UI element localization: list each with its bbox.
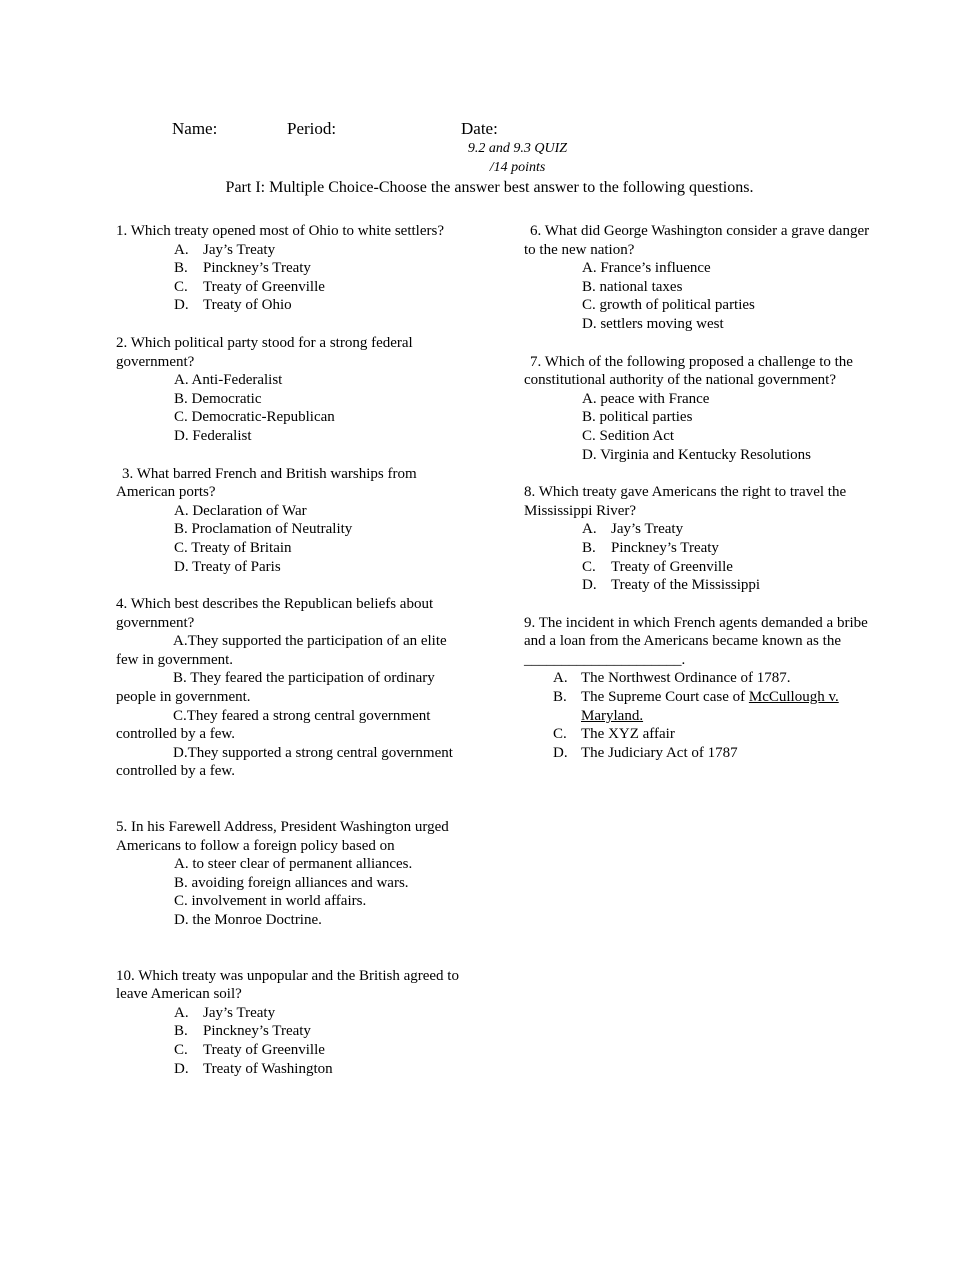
- name-label: Name:: [172, 119, 218, 138]
- option-label: A.: [553, 670, 568, 687]
- option-label: A.: [174, 502, 189, 519]
- option-a: [174, 855, 468, 874]
- option-text: Proclamation of Neutrality: [191, 521, 353, 538]
- option-d: [174, 1060, 468, 1079]
- option-label: C.: [174, 409, 188, 426]
- option-label: A.: [174, 372, 189, 389]
- option-text: Treaty of Greenville: [203, 278, 325, 295]
- options: [116, 855, 468, 929]
- right-column: [524, 222, 874, 1097]
- option-text: Anti-Federalist: [191, 372, 283, 389]
- option-text: Jay’s Treaty: [203, 241, 276, 258]
- quiz-title: 9.2 and 9.3 QUIZ: [467, 141, 568, 156]
- question-9: [524, 614, 874, 763]
- part-heading: Part I: Multiple Choice-Choose the answer best answer to the following questions.: [225, 179, 754, 196]
- option-b: [174, 259, 468, 278]
- points-line: /14 points: [489, 160, 546, 175]
- option-label: D.: [553, 744, 568, 761]
- option-b: [582, 278, 874, 297]
- header-row: [0, 118, 979, 139]
- option-label: B.: [174, 1023, 188, 1040]
- option-text: Pinckney’s Treaty: [611, 539, 719, 556]
- option-a: [116, 632, 468, 669]
- option-a: [174, 502, 468, 521]
- option-d: [582, 315, 874, 334]
- option-c: [174, 539, 468, 558]
- option-c: [582, 296, 874, 315]
- option-text: to steer clear of permanent alliances.: [192, 856, 413, 873]
- question-2: [116, 334, 468, 446]
- option-c: [582, 558, 874, 577]
- option-label: B.: [174, 874, 188, 891]
- option-text: Treaty of Paris: [192, 558, 281, 575]
- option-text: Democratic: [191, 390, 262, 407]
- option-text: Treaty of Greenville: [203, 1041, 325, 1058]
- option-text: They feared the participation of ordinary people in government.: [116, 670, 435, 706]
- question-1: [116, 222, 468, 315]
- option-label: D.: [582, 577, 597, 594]
- option-text: Federalist: [192, 427, 252, 444]
- option-text: Sedition Act: [599, 427, 675, 444]
- option-label: D.: [173, 744, 188, 761]
- question-4: [116, 595, 468, 781]
- option-label: A.: [582, 260, 597, 277]
- option-label: C.: [174, 278, 188, 295]
- option-label: A.: [174, 241, 189, 258]
- option-b: [553, 688, 874, 725]
- option-label: A.: [174, 1004, 189, 1021]
- option-text: They supported the participation of an elite few in government.: [116, 633, 447, 668]
- question-8: [524, 483, 874, 595]
- option-c: [553, 725, 874, 744]
- option-label: D.: [174, 1060, 189, 1077]
- options: [116, 241, 468, 315]
- option-label: C.: [582, 558, 596, 575]
- option-text: France’s influence: [600, 260, 711, 277]
- option-text: political parties: [599, 409, 693, 426]
- option-c: [174, 892, 468, 911]
- option-label: B.: [174, 260, 188, 277]
- option-c: [174, 1041, 468, 1060]
- option-text: Treaty of Greenville: [611, 558, 733, 575]
- option-label: B.: [174, 521, 188, 538]
- option-a: [582, 520, 874, 539]
- option-text: Jay’s Treaty: [203, 1004, 276, 1021]
- option-label: D.: [174, 912, 189, 928]
- question-text: 2. Which political party stood for a strong federal government?: [116, 334, 413, 370]
- option-d: [116, 744, 468, 781]
- question-text: 1. Which treaty opened most of Ohio to white settlers?: [116, 223, 444, 239]
- option-label: D.: [174, 427, 189, 444]
- question-3: [116, 465, 468, 577]
- option-label: A.: [582, 390, 597, 407]
- options: [116, 1004, 468, 1078]
- question-10: [116, 967, 468, 1079]
- option-label: B.: [582, 409, 596, 426]
- option-text: Declaration of War: [192, 502, 307, 519]
- option-text: Pinckney’s Treaty: [203, 1023, 311, 1040]
- option-label: A.: [173, 633, 188, 650]
- option-b: [174, 1022, 468, 1041]
- option-d: [174, 558, 468, 577]
- option-label: D.: [174, 297, 189, 314]
- option-label: A.: [582, 521, 597, 538]
- option-text: Jay’s Treaty: [611, 521, 684, 538]
- question-6: [524, 222, 874, 334]
- option-a: [582, 259, 874, 278]
- option-label: C.: [173, 707, 187, 724]
- option-label: B.: [582, 539, 596, 556]
- option-text: The Northwest Ordinance of 1787.: [581, 670, 791, 687]
- option-text: the Monroe Doctrine.: [192, 912, 322, 928]
- option-b: [582, 539, 874, 558]
- option-d: [174, 911, 468, 930]
- options: [116, 632, 468, 781]
- option-b: [116, 669, 468, 706]
- option-text: Treaty of the Mississippi: [611, 577, 761, 594]
- question-text: 4. Which best describes the Republican beliefs about government?: [116, 596, 434, 631]
- options: [116, 502, 468, 576]
- option-d: [174, 296, 468, 315]
- option-a: [553, 669, 874, 688]
- option-text: The Judiciary Act of 1787: [581, 744, 738, 761]
- option-b: [174, 874, 468, 893]
- question-7: [524, 353, 874, 465]
- question-text: 10. Which treaty was unpopular and the British agreed to leave American soil?: [116, 967, 459, 1003]
- option-text: peace with France: [600, 390, 710, 407]
- option-c: [582, 427, 874, 446]
- option-d: [582, 446, 874, 465]
- options: [524, 259, 874, 333]
- options: [524, 520, 874, 594]
- option-label: C.: [582, 427, 596, 444]
- option-a: [174, 1004, 468, 1023]
- option-text: Treaty of Ohio: [203, 297, 292, 314]
- option-text: The XYZ affair: [581, 726, 675, 743]
- option-label: B.: [582, 278, 596, 295]
- option-d: [582, 576, 874, 595]
- option-a: [582, 390, 874, 409]
- option-b: [174, 520, 468, 539]
- question-text: 5. In his Farewell Address, President Washington urged Americans to follow a foreign policy based on: [116, 819, 449, 854]
- option-label: C.: [174, 1041, 188, 1058]
- option-text: national taxes: [599, 278, 683, 295]
- period-label: Period:: [287, 119, 337, 138]
- option-text: avoiding foreign alliances and wars.: [191, 874, 409, 891]
- option-label: B.: [174, 390, 188, 407]
- question-5: [116, 818, 468, 930]
- option-label: B.: [173, 670, 187, 687]
- option-underlined-text: McCullough v. Maryland.: [581, 689, 839, 724]
- option-c: [116, 707, 468, 744]
- left-column: [116, 222, 468, 1097]
- question-text: 7. Which of the following proposed a challenge to the constitutional authority of the national government?: [524, 353, 853, 389]
- option-label: C.: [553, 726, 567, 743]
- option-b: [582, 408, 874, 427]
- option-label: C.: [174, 539, 188, 556]
- option-text: Democratic-Republican: [191, 409, 335, 426]
- option-text: settlers moving west: [600, 315, 724, 332]
- option-label: D.: [174, 558, 189, 575]
- option-label: B.: [553, 689, 567, 706]
- option-text: Treaty of Washington: [203, 1060, 333, 1077]
- options: [524, 390, 874, 464]
- option-text: growth of political parties: [599, 297, 755, 314]
- question-text: 6. What did George Washington consider a grave danger to the new nation?: [524, 223, 870, 258]
- option-c: [174, 278, 468, 297]
- option-label: D.: [582, 315, 597, 332]
- option-b: [174, 390, 468, 409]
- option-text: They feared a strong central government controlled by a few.: [116, 707, 431, 743]
- option-d: [174, 427, 468, 446]
- option-text: Pinckney’s Treaty: [203, 260, 311, 277]
- option-text: Treaty of Britain: [191, 539, 292, 556]
- options: [116, 371, 468, 445]
- question-text: 3. What barred French and British warships from American ports?: [116, 465, 417, 501]
- option-a: [174, 371, 468, 390]
- option-text: They supported a strong central government controlled by a few.: [116, 744, 453, 780]
- option-text: involvement in world affairs.: [191, 893, 367, 910]
- question-text: 8. Which treaty gave Americans the right to travel the Mississippi River?: [524, 484, 847, 519]
- option-label: C.: [174, 893, 188, 910]
- question-text: 9. The incident in which French agents demanded a bribe and a loan from the Americans became known as the _____________________.: [524, 614, 868, 668]
- option-label: D.: [582, 446, 597, 463]
- question-columns: [0, 222, 979, 1097]
- option-d: [553, 744, 874, 763]
- option-label: A.: [174, 856, 189, 873]
- option-c: [174, 408, 468, 427]
- option-text: The Supreme Court case of: [581, 689, 746, 706]
- option-a: [174, 241, 468, 260]
- date-label: Date:: [461, 119, 498, 138]
- option-label: C.: [582, 297, 596, 314]
- options: [524, 669, 874, 762]
- option-text: Virginia and Kentucky Resolutions: [600, 446, 811, 463]
